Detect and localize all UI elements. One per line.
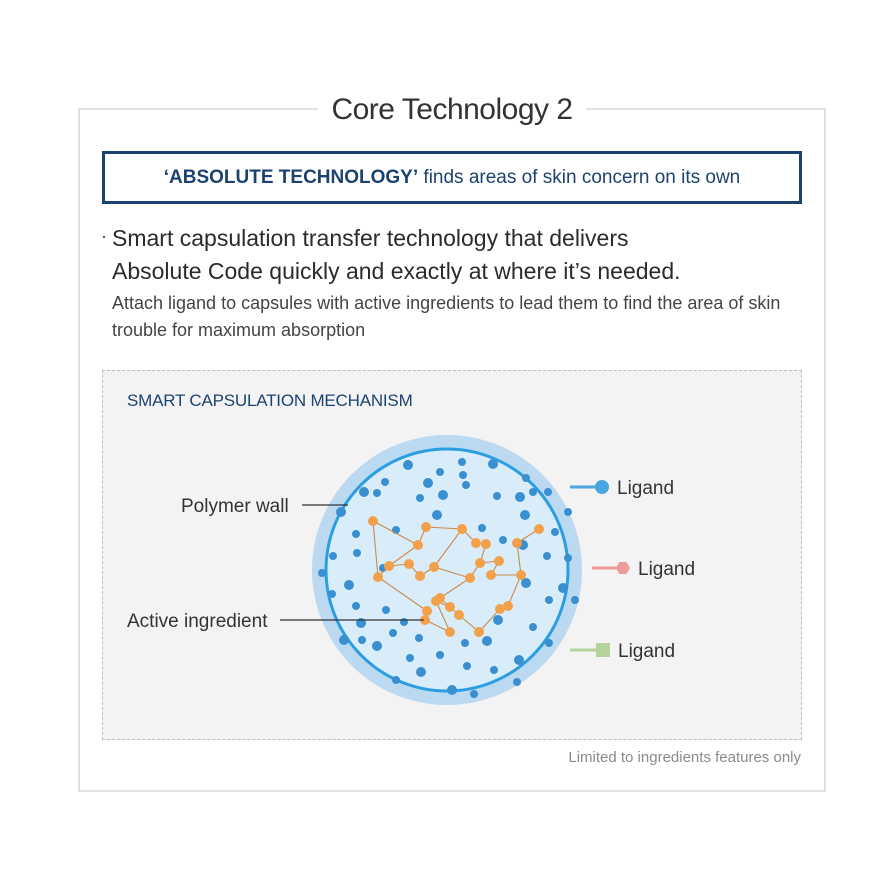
water-bead	[493, 492, 501, 500]
ingredient-bead	[481, 539, 491, 549]
water-bead	[551, 528, 559, 536]
description: Attach ligand to capsules with active ingredients to lead them to find the area of skin trouble for maximum absorption	[112, 293, 781, 340]
ingredient-bead	[431, 596, 441, 606]
water-bead	[416, 667, 426, 677]
ligand-circle-label: Ligand	[617, 478, 675, 499]
water-bead	[488, 459, 498, 469]
headline-line-1: Smart capsulation transfer technology that delivers	[112, 225, 629, 251]
water-bead	[400, 618, 408, 626]
water-bead	[461, 639, 469, 647]
water-bead	[545, 596, 553, 604]
water-bead	[373, 489, 381, 497]
ingredient-bead	[415, 571, 425, 581]
ingredient-bead	[516, 570, 526, 580]
water-bead	[543, 552, 551, 560]
water-bead	[513, 678, 521, 686]
water-bead	[436, 468, 444, 476]
water-bead	[478, 524, 486, 532]
polymer-wall-label: Polymer wall	[181, 496, 289, 517]
water-bead	[382, 606, 390, 614]
ingredient-bead	[474, 627, 484, 637]
water-bead	[423, 478, 433, 488]
headline-line-2: Absolute Code quickly and exactly at where it’s needed.	[112, 258, 681, 284]
water-bead	[493, 615, 503, 625]
ingredient-bead	[368, 516, 378, 526]
ingredient-bead	[373, 572, 383, 582]
ingredient-bead	[384, 561, 394, 571]
water-bead	[358, 636, 366, 644]
water-bead	[463, 662, 471, 670]
bullet-marker: ·	[101, 226, 107, 246]
water-bead	[514, 655, 524, 665]
water-bead	[432, 510, 442, 520]
water-bead	[392, 676, 400, 684]
water-bead	[459, 471, 467, 479]
water-bead	[482, 636, 492, 646]
water-bead	[318, 569, 326, 577]
water-bead	[353, 549, 361, 557]
ligand-square-icon	[596, 643, 610, 657]
water-bead	[359, 487, 369, 497]
water-bead	[462, 481, 470, 489]
ligand-hexagon-label: Ligand	[638, 559, 696, 580]
active-ingredient-label: Active ingredient	[127, 611, 268, 632]
ingredient-bead	[422, 606, 432, 616]
water-bead	[381, 478, 389, 486]
water-bead	[458, 458, 466, 466]
ingredient-bead	[413, 540, 423, 550]
ingredient-bead	[421, 522, 431, 532]
ingredient-bead	[429, 562, 439, 572]
tagline-text: finds areas of skin concern on its own	[418, 167, 741, 188]
tagline-highlight: ‘ABSOLUTE TECHNOLOGY’	[163, 167, 419, 188]
ingredient-bead	[503, 601, 513, 611]
water-bead	[436, 651, 444, 659]
water-bead	[336, 507, 346, 517]
water-bead	[329, 552, 337, 560]
water-bead	[438, 490, 448, 500]
water-bead	[416, 494, 424, 502]
water-bead	[372, 641, 382, 651]
water-bead	[344, 580, 354, 590]
ingredient-bead	[494, 556, 504, 566]
water-bead	[522, 474, 530, 482]
mechanism-heading: SMART CAPSULATION MECHANISM	[127, 391, 413, 410]
water-bead	[544, 488, 552, 496]
water-bead	[571, 596, 579, 604]
ingredient-bead	[404, 559, 414, 569]
water-bead	[545, 639, 553, 647]
ingredient-bead	[454, 610, 464, 620]
ingredient-bead	[475, 558, 485, 568]
ingredient-bead	[512, 538, 522, 548]
water-bead	[328, 590, 336, 598]
water-bead	[352, 602, 360, 610]
water-bead	[339, 635, 349, 645]
water-bead	[499, 536, 507, 544]
water-bead	[529, 488, 537, 496]
polymer-wall	[326, 449, 568, 691]
water-bead	[415, 634, 423, 642]
ligand-circle-icon	[595, 480, 609, 494]
ingredient-bead	[534, 524, 544, 534]
ingredient-bead	[471, 538, 481, 548]
ingredient-bead	[457, 524, 467, 534]
water-bead	[529, 623, 537, 631]
water-bead	[564, 554, 572, 562]
water-bead	[520, 510, 530, 520]
water-bead	[558, 583, 568, 593]
water-bead	[406, 654, 414, 662]
water-bead	[470, 690, 478, 698]
ligand-hexagon-icon	[616, 562, 630, 574]
water-bead	[403, 460, 413, 470]
ingredient-bead	[486, 570, 496, 580]
ingredient-bead	[445, 602, 455, 612]
water-bead	[564, 508, 572, 516]
footnote: Limited to ingredients features only	[568, 749, 801, 766]
ingredient-bead	[465, 573, 475, 583]
ingredient-bead	[445, 627, 455, 637]
water-bead	[490, 666, 498, 674]
ligand-square-label: Ligand	[618, 641, 676, 662]
water-bead	[447, 685, 457, 695]
water-bead	[389, 629, 397, 637]
page-title: Core Technology 2	[318, 86, 586, 134]
water-bead	[515, 492, 525, 502]
water-bead	[352, 530, 360, 538]
